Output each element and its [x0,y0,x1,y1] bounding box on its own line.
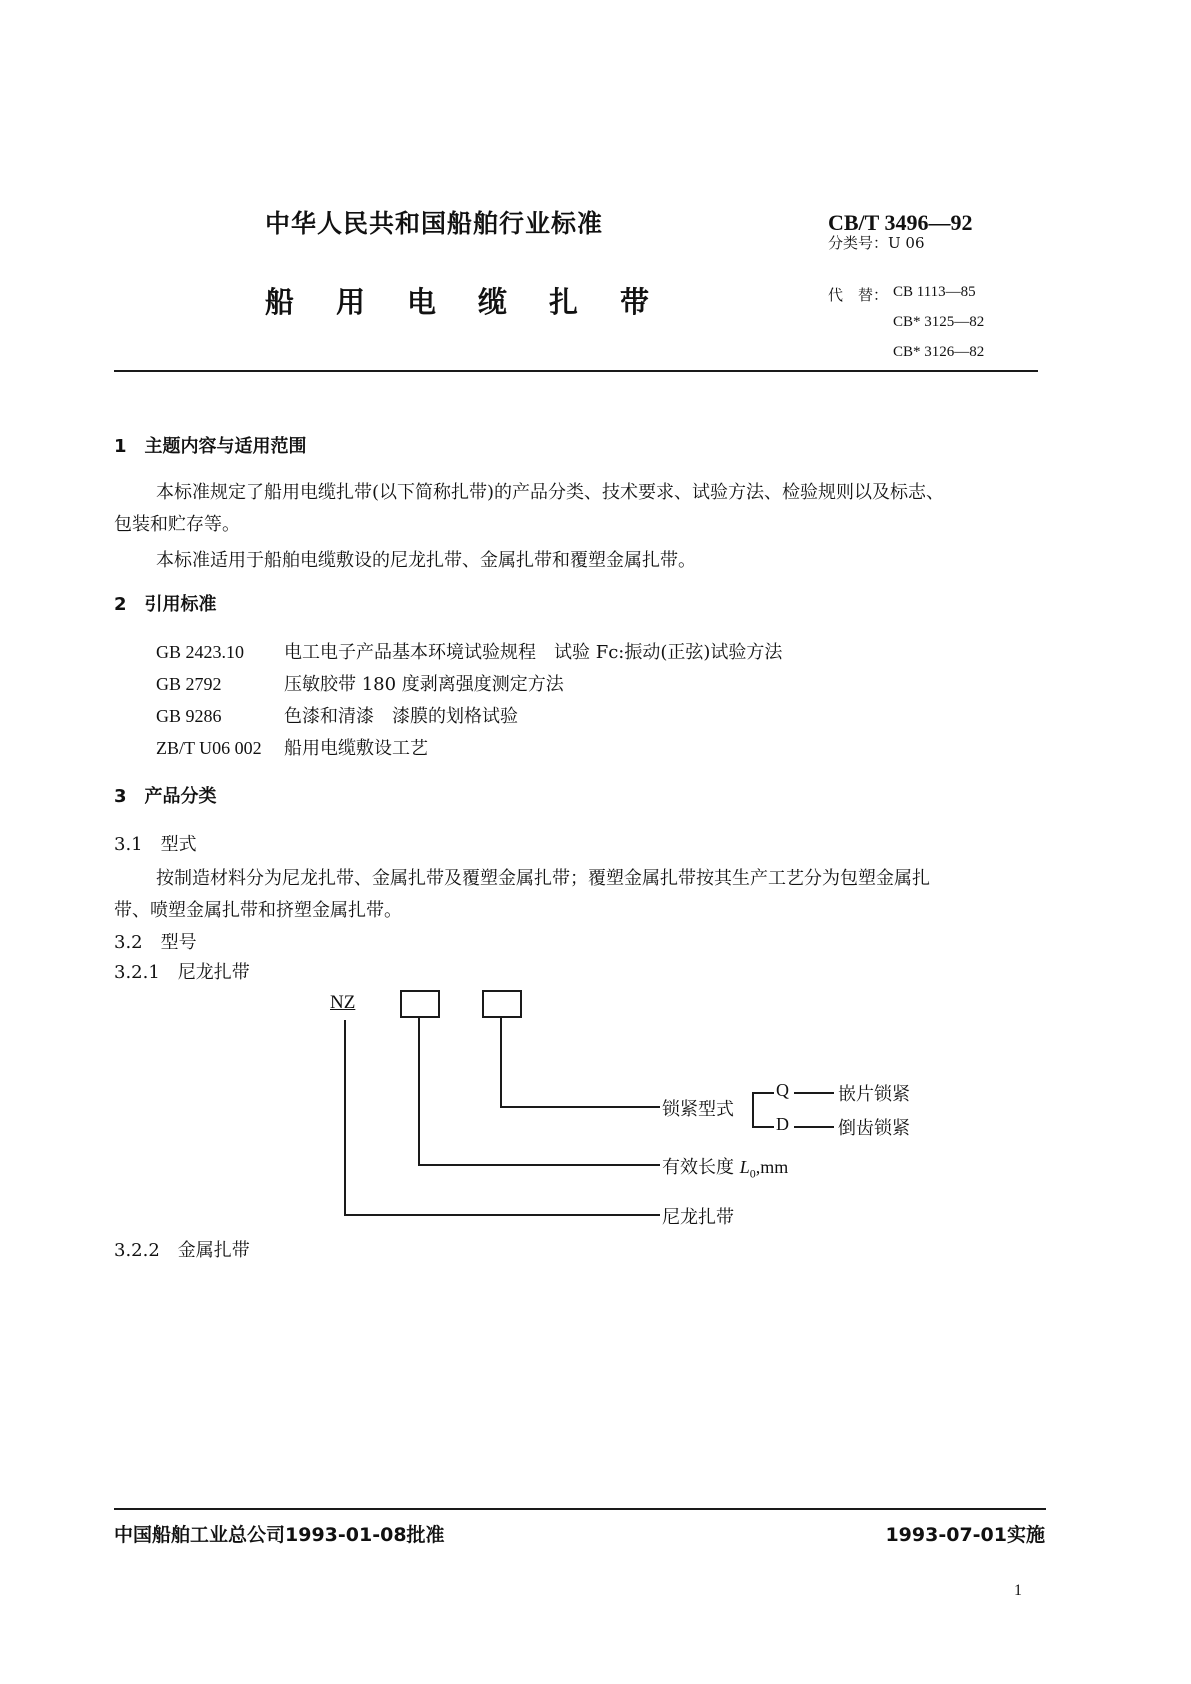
replace-label: 代 替： [828,286,889,304]
lock-type-label: 锁紧型式 [662,1099,734,1120]
reference-item [156,670,564,696]
length-code-box [400,990,440,1018]
option-q-leader [794,1092,834,1094]
option-d-text: 倒齿锁紧 [838,1118,910,1139]
lock-type-code-box [482,990,522,1018]
section-3-2-2-heading: 3.2.2 金属扎带 [114,1240,250,1261]
connector-line [500,1106,660,1108]
replaced-standard: CB* 3125—82 [893,314,985,330]
connector-line [344,1020,346,1215]
reference-title: 船用电缆敷设工艺 [284,738,428,759]
replaced-standard: CB 1113—85 [893,284,976,300]
section-1-paragraph-line: 本标准规定了船用电缆扎带(以下简称扎带)的产品分类、技术要求、试验方法、检验规则以及标志、 [156,482,945,503]
option-q-text: 嵌片锁紧 [838,1084,910,1105]
option-d-leader [794,1126,834,1128]
section-3-2-heading: 3.2 型号 [114,932,197,953]
section-3-heading: 3 产品分类 [114,786,217,807]
replaced-standard: CB* 3126—82 [893,344,985,360]
model-prefix: NZ [330,992,356,1013]
reference-item [156,702,518,728]
length-subscript: 0 [749,1166,756,1181]
connector-line [418,1018,420,1165]
reference-item [156,734,428,760]
reference-item [156,638,782,664]
section-2-heading: 2 引用标准 [114,594,217,615]
nylon-tie-label: 尼龙扎带 [662,1207,734,1228]
classification-number: 分类号：U 06 [828,234,925,252]
reference-title: 电工电子产品基本环境试验规程 试验 Fc:振动(正弦)试验方法 [284,642,783,663]
section-1-paragraph-2: 本标准适用于船舶电缆敷设的尼龙扎带、金属扎带和覆塑金属扎带。 [156,550,696,571]
section-1-paragraph-line: 包装和贮存等。 [114,514,240,535]
effective-length-label [662,1153,788,1182]
section-3-2-1-heading: 3.2.1 尼龙扎带 [114,962,250,983]
footer-divider [114,1508,1046,1510]
org-title: 中华人民共和国船舶行业标准 [265,209,604,238]
document-title: 船用电缆扎带 [265,285,692,319]
reference-code: ZB/T U06 002 [156,738,262,758]
standard-code-text: CB/T 3496—92 [828,210,973,235]
reference-code: GB 2792 [156,674,222,694]
section-3-1-paragraph-line: 带、喷塑金属扎带和挤塑金属扎带。 [114,900,402,921]
reference-code: GB 2423.10 [156,642,245,662]
length-unit: ,mm [755,1157,789,1177]
bracket-line [752,1126,774,1128]
effective-length-text: 有效长度 [662,1157,740,1178]
page-number: 1 [1014,1582,1022,1599]
connector-line [500,1018,502,1107]
bracket-line [752,1092,774,1094]
section-1-heading: 1 主题内容与适用范围 [114,436,307,457]
section-3-1-paragraph-line: 按制造材料分为尼龙扎带、金属扎带及覆塑金属扎带；覆塑金属扎带按其生产工艺分为包塑金属扎 [156,868,930,889]
length-symbol: L [739,1157,750,1177]
section-3-1-heading: 3.1 型式 [114,834,197,855]
option-q-code: Q [776,1080,789,1100]
bracket-line [752,1092,754,1126]
option-d-code: D [776,1114,789,1134]
approval-note: 中国船舶工业总公司1993-01-08批准 [114,1524,445,1546]
reference-title: 压敏胶带 180 度剥离强度测定方法 [284,674,564,695]
reference-title: 色漆和清漆 漆膜的划格试验 [284,706,518,727]
header-divider [114,370,1038,372]
connector-line [344,1214,660,1216]
reference-code: GB 9286 [156,706,222,726]
implementation-date: 1993-07-01实施 [885,1524,1045,1546]
connector-line [418,1164,660,1166]
